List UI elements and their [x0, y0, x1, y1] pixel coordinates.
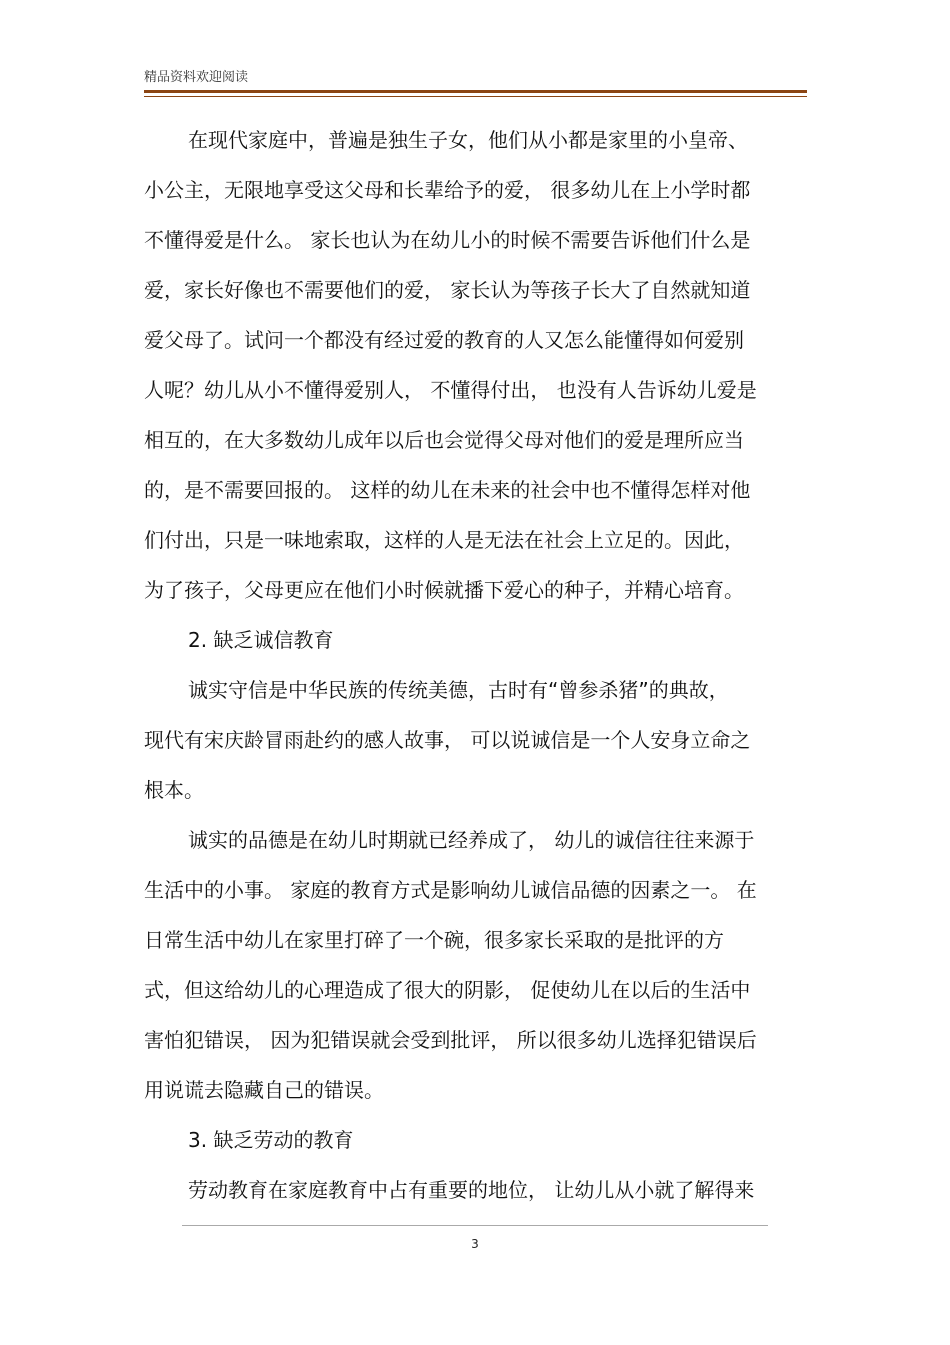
header-divider-thin	[144, 96, 807, 97]
section-heading: 2. 缺乏诚信教育	[188, 628, 334, 652]
text-line: 爱父母了。试问一个都没有经过爱的教育的人又怎么能懂得如何爱别	[144, 328, 744, 352]
text-line: 用说谎去隐藏自己的错误。	[144, 1078, 384, 1102]
text-line: 根本。	[144, 778, 204, 802]
text-line: 不懂得爱是什么。 家长也认为在幼儿小的时候不需要告诉他们什么是	[144, 228, 751, 252]
header-title: 精品资料欢迎阅读	[144, 70, 249, 85]
text-line: 小公主，无限地享受这父母和长辈给予的爱， 很多幼儿在上小学时都	[144, 178, 751, 202]
text-line: 害怕犯错误， 因为犯错误就会受到批评， 所以很多幼儿选择犯错误后	[144, 1028, 757, 1052]
text-line: 们付出，只是一味地索取，这样的人是无法在社会上立足的。因此，	[144, 528, 744, 552]
text-line: 现代有宋庆龄冒雨赴约的感人故事， 可以说诚信是一个人安身立命之	[144, 728, 751, 752]
section-heading: 3. 缺乏劳动的教育	[188, 1128, 354, 1152]
text-line: 人呢？幼儿从小不懂得爱别人， 不懂得付出， 也没有人告诉幼儿爱是	[144, 378, 757, 402]
text-line: 相互的，在大多数幼儿成年以后也会觉得父母对他们的爱是理所应当	[144, 428, 744, 452]
text-line: 在现代家庭中，普遍是独生子女，他们从小都是家里的小皇帝、	[188, 128, 748, 152]
text-line: 劳动教育在家庭教育中占有重要的地位， 让幼儿从小就了解得来	[188, 1178, 755, 1202]
footer-divider	[182, 1225, 768, 1226]
header-divider-thick	[144, 90, 807, 93]
text-line: 为了孩子，父母更应在他们小时候就播下爱心的种子，并精心培育。	[144, 578, 744, 602]
text-line: 爱，家长好像也不需要他们的爱， 家长认为等孩子长大了自然就知道	[144, 278, 751, 302]
text-line: 日常生活中幼儿在家里打碎了一个碗，很多家长采取的是批评的方	[144, 928, 724, 952]
text-line: 生活中的小事。 家庭的教育方式是影响幼儿诚信品德的因素之一。 在	[144, 878, 757, 902]
page-number: 3	[471, 1237, 479, 1251]
text-line: 诚实的品德是在幼儿时期就已经养成了， 幼儿的诚信往往来源于	[188, 828, 755, 852]
text-line: 式，但这给幼儿的心理造成了很大的阴影， 促使幼儿在以后的生活中	[144, 978, 751, 1002]
text-line: 诚实守信是中华民族的传统美德，古时有“曾参杀猪”的典故，	[188, 678, 729, 702]
text-line: 的，是不需要回报的。 这样的幼儿在未来的社会中也不懂得怎样对他	[144, 478, 751, 502]
